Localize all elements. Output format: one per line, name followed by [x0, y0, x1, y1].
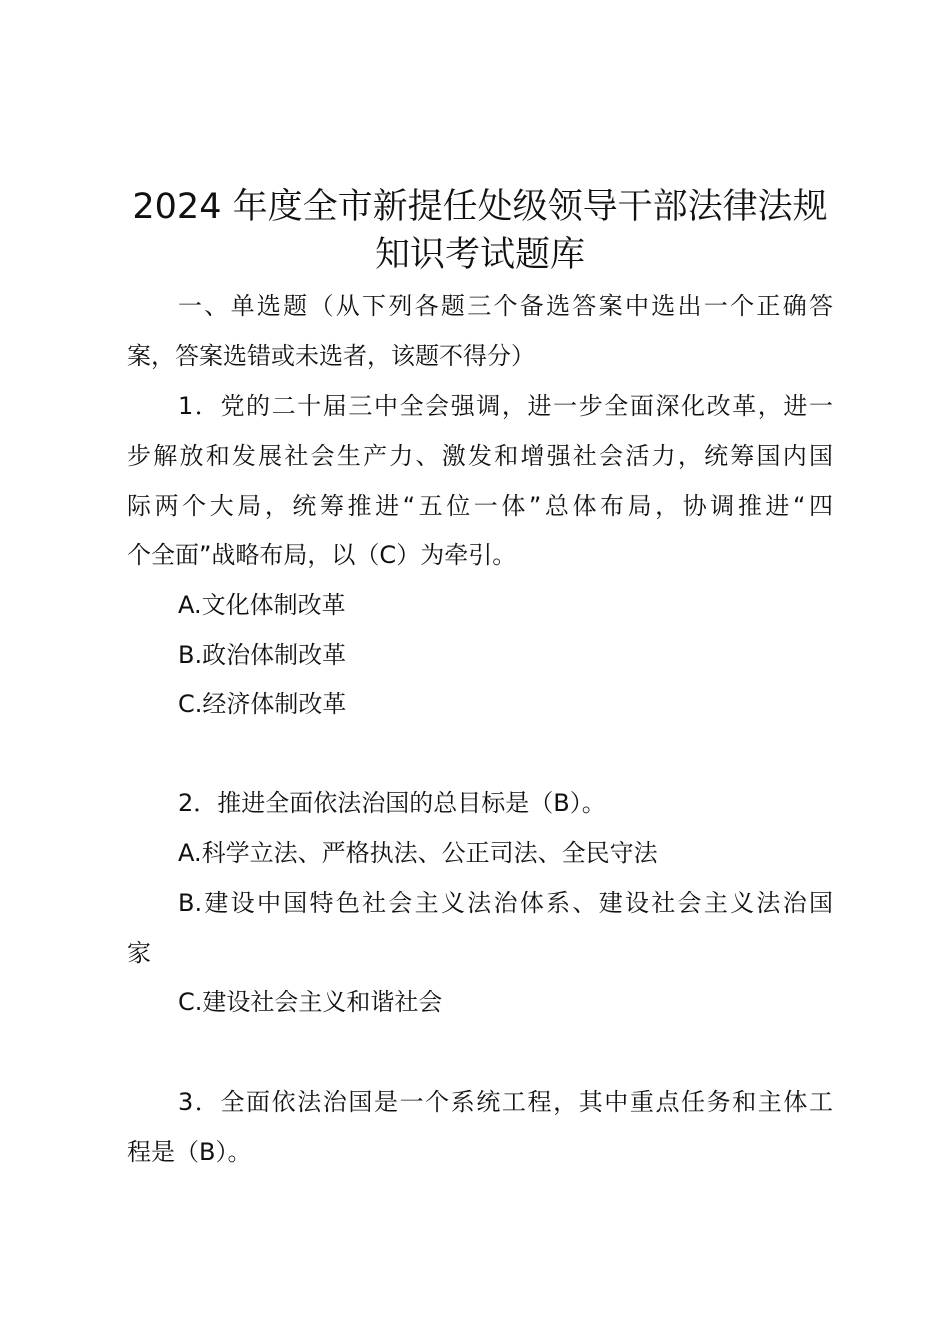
question-2-option-a: A.科学立法、严格执法、公正司法、全民守法 [178, 839, 658, 867]
question-2-option-b: B.建设中国特色社会主义法治体系、建设社会主义法治国 [178, 889, 833, 917]
question-1-option-b: B.政治体制改革 [178, 641, 347, 669]
question-3-line-2: 程是（B）。 [127, 1138, 252, 1166]
section-heading-line-1: 一、单选题（从下列各题三个备选答案中选出一个正确答 [178, 292, 833, 320]
question-1-line-2: 步解放和发展社会生产力、激发和增强社会活力，统筹国内国 [127, 442, 833, 470]
question-1-line-3: 际两个大局，统筹推进“五位一体”总体布局，协调推进“四 [127, 492, 833, 520]
question-2-option-c: C.建设社会主义和谐社会 [178, 988, 443, 1016]
document-title-line-2: 知识考试题库 [374, 235, 585, 275]
section-heading-line-2: 案，答案选错或未选者，该题不得分） [127, 342, 535, 370]
question-1-option-c: C.经济体制改革 [178, 690, 347, 718]
document-title-line-1: 2024 年度全市新提任处级领导干部法律法规 [132, 187, 828, 227]
question-2-option-b-continued: 家 [127, 939, 151, 967]
question-1-option-a: A.文化体制改革 [178, 591, 346, 619]
question-1-line-4: 个全面”战略布局，以（C）为牵引。 [127, 541, 517, 569]
question-1-line-1: 1．党的二十届三中全会强调，进一步全面深化改革，进一 [178, 392, 833, 420]
question-3-line-1: 3．全面依法治国是一个系统工程，其中重点任务和主体工 [178, 1088, 833, 1116]
question-2-line-1: 2．推进全面依法治国的总目标是（B）。 [178, 789, 606, 817]
